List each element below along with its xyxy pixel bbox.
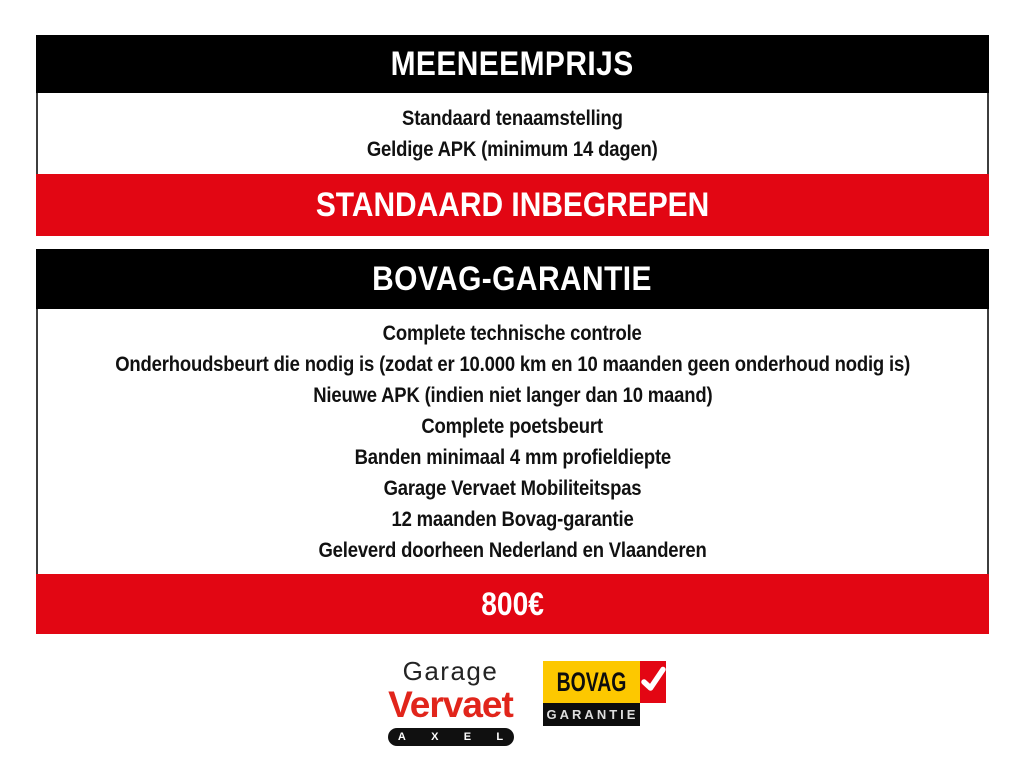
- list-item: Onderhoudsbeurt die nodig is (zodat er 10.000 km en 10 maanden geen onderhoud nodig is): [115, 353, 910, 376]
- list-item: Geleverd doorheen Nederland en Vlaanderen: [318, 539, 707, 562]
- garage-vervaet-logo: [386, 656, 529, 746]
- section-divider: [36, 236, 989, 249]
- list-item: 12 maanden Bovag-garantie: [391, 508, 634, 531]
- bovag-garantie-logo: [543, 661, 640, 726]
- list-item: Complete technische controle: [383, 322, 642, 345]
- list-item: Banden minimaal 4 mm profieldiepte: [354, 446, 671, 469]
- price-label: 800€: [481, 585, 544, 622]
- list-item: Standaard tenaamstelling: [402, 107, 623, 130]
- garantie-wordmark: GARANTIE: [543, 703, 640, 726]
- vervaet-wordmark: Vervaet: [388, 684, 513, 725]
- price-banner: [36, 574, 989, 634]
- list-item: Geldige APK (minimum 14 dagen): [367, 138, 658, 161]
- bovag-logo-top: [543, 661, 640, 703]
- banner-label: STANDAARD INBEGREPEN: [315, 185, 710, 224]
- garage-wordmark: Garage: [402, 656, 499, 686]
- meeneemprijs-body: [38, 93, 987, 174]
- bovag-garantie-body: [38, 309, 987, 574]
- bovag-garantie-header: [36, 249, 989, 309]
- list-item: Nieuwe APK (indien niet langer dan 10 maand): [312, 384, 713, 407]
- bovag-wordmark: BOVAG: [543, 661, 640, 703]
- footer-logos: [36, 658, 989, 746]
- bovag-garantie-section: [36, 249, 989, 574]
- meeneemprijs-section: [36, 35, 989, 174]
- meeneemprijs-header: [36, 35, 989, 93]
- check-icon: [640, 661, 666, 703]
- standaard-inbegrepen-banner: [36, 174, 989, 236]
- axel-badge-label: AXEL: [397, 730, 529, 743]
- bovag-garantie-title: BOVAG-GARANTIE: [372, 259, 653, 298]
- list-item: Garage Vervaet Mobiliteitspas: [383, 477, 642, 500]
- axel-badge: [388, 728, 529, 746]
- pricing-infographic: [36, 35, 989, 746]
- list-item: Complete poetsbeurt: [421, 415, 604, 438]
- meeneemprijs-title: MEENEEMPRIJS: [390, 44, 635, 83]
